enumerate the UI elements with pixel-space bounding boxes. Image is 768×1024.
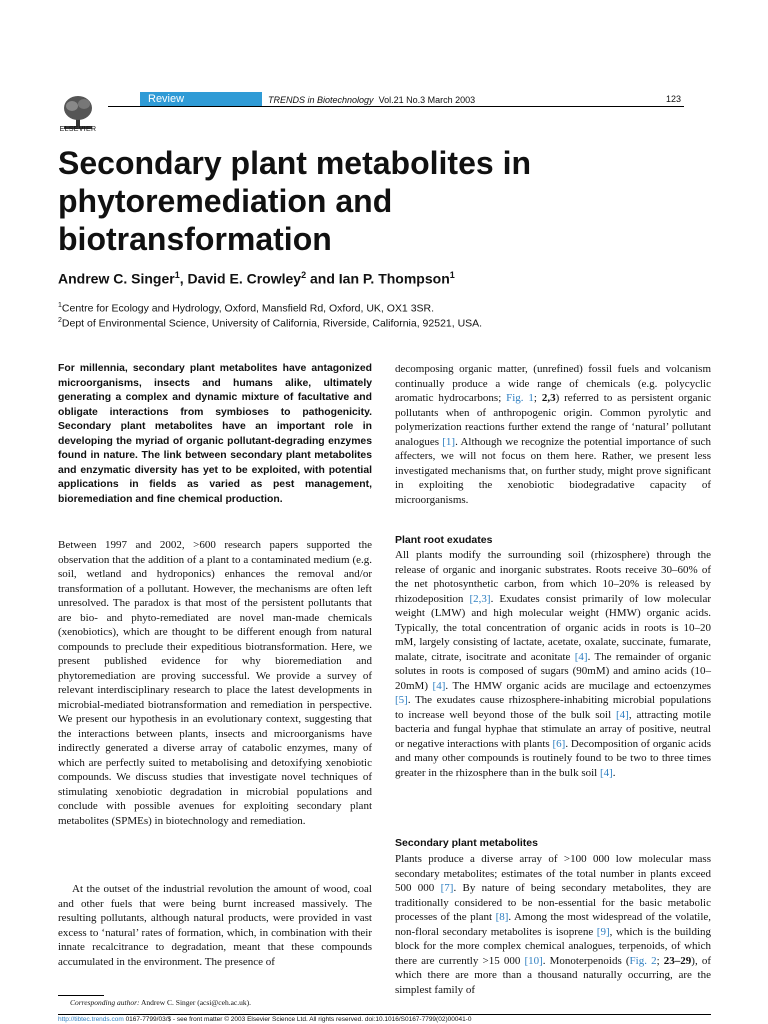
affil-mark: 2 [58, 317, 62, 324]
header-rule [108, 106, 684, 107]
compound-ref: 2,3 [541, 392, 556, 404]
citation-link[interactable]: [7] [440, 882, 454, 894]
publisher-logo-text: ELSEVIER [59, 126, 97, 133]
text-run: ) referred to as persistent organic pollutants when of anthropogenic origin. Common pyrolytic and polymerization reactions further extend the range of ‘natural’ pollutant analogues [395, 392, 712, 448]
body-paragraph [395, 852, 711, 997]
text-run: ; [533, 392, 542, 404]
affiliation [58, 317, 482, 330]
figure-link[interactable]: Fig. 2 [629, 954, 657, 967]
text-run: . Decomposition of organic acids and many other compounds is routinely found to be two to three times greater in the rhizosphere than in the bulk soil [395, 737, 712, 779]
author-affil-mark: 1 [449, 270, 455, 280]
citation-link[interactable]: [4] [599, 766, 613, 779]
journal-volume: Vol.21 No.3 March 2003 [378, 95, 476, 105]
text-run: decomposing organic matter, (unrefined) fossil fuels and volcanism continually produce a wide range of chemicals (e.g. polycyclic aromatic hydrocarbons; [395, 363, 711, 404]
footnote-text: Andrew C. Singer (acsi@ceh.ac.uk). [139, 998, 251, 1007]
citation-link[interactable]: [8] [495, 911, 509, 923]
author-name: David E. Crowley [187, 270, 302, 287]
abstract: For millennia, secondary plant metabolites have antagonized microorganisms, insects and humans alike, ultimately generating a complex and dynamic mixture of facultative and obligate interactions from symbioses to pathogenicity. Secondary plant metabolites have an important role in developing the myriad of organic pollutant-degrading enzymes found in nature. The link between secondary plant metabolites and enzymatic diversity has yet to be exploited, with potential applications in fields as varied as pest management, bioremediation and fine chemical production. [58, 363, 372, 505]
affil-text: Dept of Environmental Science, University of California, Riverside, California, 92521, USA. [61, 317, 483, 330]
citation-link[interactable]: [9] [596, 925, 610, 938]
author-name: Ian P. Thompson [338, 270, 450, 287]
footer-rule [58, 1014, 711, 1015]
text-run: ), of which there are more than a thousand naturally occurring, are the simplest family of [395, 954, 711, 996]
text-run: . The HMW organic acids are mucilage and ectoenzymes [445, 679, 711, 692]
citation-link[interactable]: [6] [552, 737, 566, 750]
section-heading: Secondary plant metabolites [395, 837, 538, 849]
body-paragraph [395, 548, 711, 780]
citation-link[interactable]: [5] [395, 694, 408, 706]
page-number: 123 [666, 94, 682, 104]
body-paragraph: At the outset of the industrial revolution the amount of wood, coal and other fuels that were being burnt increased massively. The resulting pollutants, although natural products, were provided in vast excess to ‘natural’ rates of formation, which, in combination with their innate recalcitrance to degradation, meant that these compounds accumulated in the environment. The presence of [58, 883, 372, 968]
text-run: , attracting motile bacteria and fungal hyphae that stimulate an array of positive, neutral or negative interactions with plants [395, 708, 711, 750]
text-run: . Although we recognize the potential importance of such affecters, we will not focus on them here. Rather, we present less investigated mechanisms that, on further study, might prove significant in exploiting the xenobiotic biodegradative capacity of microorganisms. [395, 435, 711, 506]
author-name: Andrew C. Singer [58, 270, 175, 287]
author-separator: and [306, 270, 339, 287]
author-affil-mark: 1 [174, 270, 180, 280]
affil-text: Centre for Ecology and Hydrology, Oxford, Mansfield Rd, Oxford, UK, OX1 3SR. [61, 302, 435, 315]
citation-link[interactable]: [4] [616, 708, 629, 721]
body-paragraph [395, 362, 711, 507]
citation-link[interactable]: [4] [432, 679, 446, 692]
journal-citation [268, 95, 475, 105]
author-separator: , [179, 270, 188, 287]
author-list [58, 270, 455, 287]
text-run: . [612, 766, 616, 779]
text-run: . Monoterpenoids ( [542, 954, 630, 967]
text-run: All plants modify the surrounding soil (rhizosphere) through the release of organic and inorganic substrates. Roots receive 30–60% of the net photosynthetic carbon, from which 10–20% is released by rhizodeposition [395, 549, 711, 605]
article-title [58, 144, 658, 258]
affiliation [58, 302, 434, 315]
corresponding-author-note [70, 998, 251, 1007]
footnote-rule [58, 995, 104, 996]
text-run: . Exudates consist primarily of low molecular weight (LMW) and high molecular weight (HMW) organic acids. Typically, the total concentration of organic acids in roots is 10–20 mM, largely consisting of lactate, acetate, oxalate, succinate, fumarate, malate, citrate, isocitrate and aconitate [395, 592, 712, 663]
citation-link[interactable]: [2,3] [469, 592, 491, 605]
affil-mark: 1 [58, 302, 62, 309]
body-paragraph: Between 1997 and 2002, >600 research papers supported the observation that the addition of a plant to a contaminated medium (e.g. soil, wetland and hydroponics) enhances the removal and/or transformation of a pollutant. However, the mechanisms are often left unresolved. The paradox is that most of the persistent pollutants that are bio- and phyto-remediated are novel man-made chemicals (xenobiotics), which are thought to be different enough from natural compounds to preclude their expeditious biotransformation. Here, we present published evidence for why bioremediation and phytoremediation are proving successful. We provide a survey of relevant interdisciplinary research to place the latest developments in microbial-mediated biotransformation and remediation in perspective. We present our hypothesis in an evolutionary context, suggesting that the interactions between plants, insects and microorganisms have indirectly generated a diverse array of catabolic enzymes, many of which are perfectly suited to metabolising and detoxifying xenobiotic compounds. We discuss studies that investigate novel techniques of stimulating xenobiotic degradation in microbial populations and conclude with possible avenues for exploiting secondary plant metabolites (SPMEs) in biotechnology and remediation. [58, 539, 372, 827]
journal-name: TRENDS in Biotechnology [268, 95, 374, 105]
citation-link[interactable]: [10] [524, 954, 543, 967]
footnote-label: Corresponding author: [70, 998, 140, 1007]
text-run: Plants produce a diverse array of >100 000 low molecular mass secondary metabolites; estimates of the total number in plants exceed 500 000 [395, 853, 711, 894]
compound-ref: 23–29 [663, 954, 692, 967]
section-heading: Plant root exudates [395, 534, 493, 546]
text-run: . The remainder of organic solutes in roots is composed of sugars (90mM) and amino acids (10–20mM) [395, 650, 712, 692]
title-line: Secondary plant metabolites in [58, 145, 531, 181]
title-line: biotransformation [58, 221, 332, 257]
title-line: phytoremediation and [58, 183, 393, 219]
text-run: . By nature of being secondary metabolites, they are traditionally considered to be non-essential for the basic metabolic processes of the plant [395, 882, 712, 923]
figure-link[interactable]: Fig. 1 [506, 392, 534, 404]
text-run: . Among the most widespread of the volatile, non-floral secondary metabolites is isoprene [395, 911, 712, 938]
footer-legal-line [58, 1016, 471, 1023]
text-run: ; [656, 954, 664, 967]
text-run: . The exudates cause rhizosphere-inhabiting microbial populations to increase well beyond those of the bulk soil [395, 694, 711, 721]
citation-link[interactable]: [4] [574, 650, 588, 663]
journal-url-link[interactable]: http://tibtec.trends.com [58, 1016, 124, 1023]
text-run: , which is the building block for the more complex chemical analogues, terpenoids, of which there are currently >15 000 [395, 925, 711, 967]
author-affil-mark: 2 [301, 270, 307, 280]
section-tag: Review [140, 92, 262, 106]
legal-text: 0167-7799/03/$ - see front matter © 2003 Elsevier Science Ltd. All rights reserved. doi:10.1016/S0167-7799(02)00041-0 [123, 1016, 472, 1023]
citation-link[interactable]: [1] [442, 435, 456, 448]
